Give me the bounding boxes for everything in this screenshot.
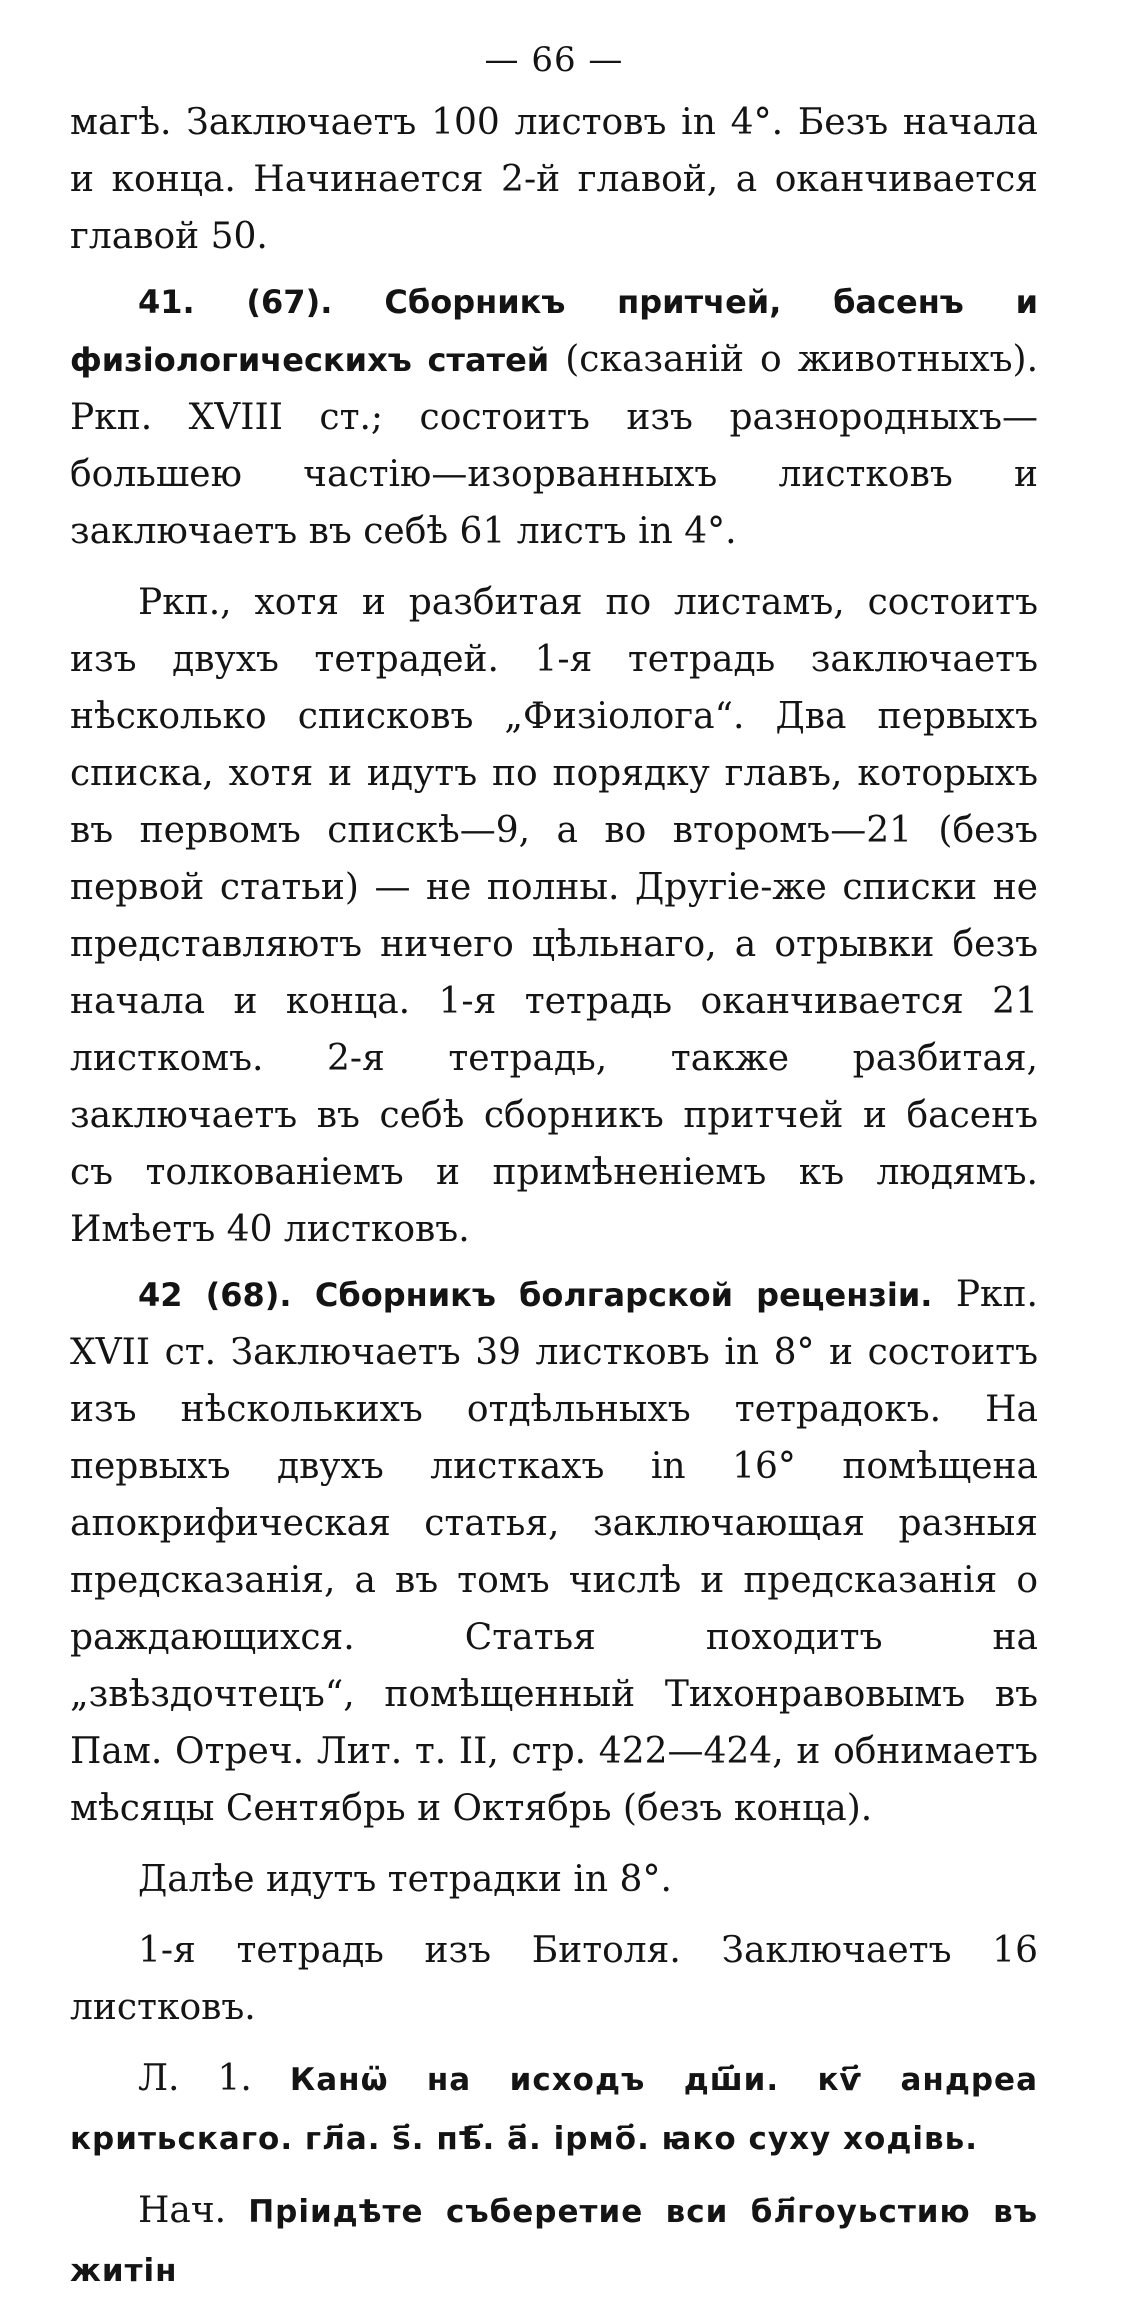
paragraph-leaf-1 [70,2050,1038,2168]
entry-41 [70,273,1038,560]
leaf-1-slavonic-text: Канѡ̈ на исходъ дш҃и. кѵ҃ андреа критьскаго. гл҃а. ѕ҃. пѣ҃. а҃. ірмо҃. ꙗко суху ходівь. [70,2062,1038,2157]
entry-41-description: Ркп., хотя и разбитая по листамъ, состоитъ изъ двухъ тетрадей. 1-я тетрадь заключаетъ нѣсколько списковъ „Физіолога“. Два первыхъ списка, хотя и идутъ по порядку главъ, которыхъ въ первомъ спискѣ—9, а во второмъ—21 (безъ первой статьи) — не полны. Другіе-же списки не представляютъ ничего цѣльнаго, а отрывки безъ начала и конца. 1-я тетрадь оканчивается 21 листкомъ. 2-я тетрадь, также разбитая, заключаетъ въ себѣ сборникъ притчей и басенъ съ толкованіемъ и примѣненіемъ къ людямъ. Имѣетъ 40 листковъ. [70,582,1038,1250]
paragraph-first-notebook: 1-я тетрадь изъ Битоля. Заключаетъ 16 листковъ. [70,1930,1038,2028]
paragraph-incipit [70,2182,1038,2300]
entry-42-number: 42 (68). [138,1276,292,1314]
paragraph-next-notebooks: Далѣе идутъ тетрадки in 8°. [138,1859,672,1900]
incipit-slavonic-text: Пріидѣте съберетие вси бл҃гоуьстию въ житін [70,2194,1038,2289]
entry-41-number: 41. (67). [138,283,333,321]
entry-42-text: Ркп. XVII ст. Заключаетъ 39 листковъ in 8° и состоитъ изъ нѣсколькихъ отдѣльныхъ тетрадокъ. На первыхъ двухъ листкахъ in 16° помѣщена апокрифическая статья, заключающая разныя предсказанія, а въ томъ числѣ и предсказанія о раждающихся. Статья походитъ на „звѣздочтецъ“, помѣщенный Тихонравовымъ въ Пам. Отреч. Лит. т. II, стр. 422—424, и обнимаетъ мѣсяцы Сентябрь и Октябрь (безъ конца). [70,1274,1038,1829]
entry-42 [70,1266,1038,1837]
leaf-1-label: Л. 1. [138,2058,252,2099]
incipit-label: Нач. [138,2190,227,2231]
page-number: — 66 — [484,40,624,80]
document-page [70,40,1038,2300]
entry-41-title: Сборникъ притчей, басенъ и физіологическихъ статей [70,283,1039,379]
entry-41-text: (сказаній о животныхъ). Ркп. XVIII ст.; состоитъ изъ разнородныхъ—большею частію—изорванныхъ листковъ и заключаетъ въ себѣ 61 листъ in 4°. [70,339,1039,552]
paragraph-continuation: магѣ. Заключаетъ 100 листовъ in 4°. Безъ начала и конца. Начинается 2-й главой, а оканчивается главой 50. [70,102,1038,257]
entry-42-title: Сборникъ болгарской рецензіи. [314,1276,933,1314]
